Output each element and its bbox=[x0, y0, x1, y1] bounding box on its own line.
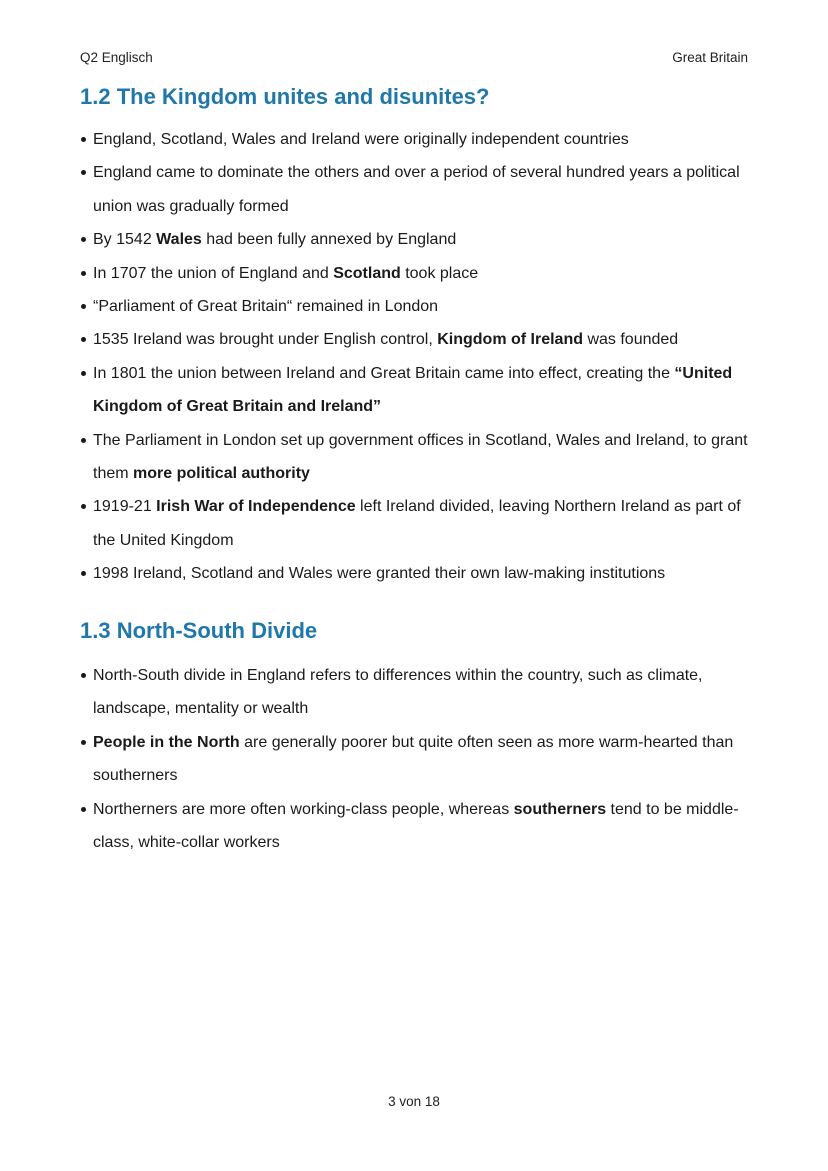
text-run: had been fully annexed by England bbox=[201, 231, 457, 249]
bold-text: Scotland bbox=[333, 264, 401, 282]
text-run: In 1707 the union of England and bbox=[93, 264, 334, 282]
text-run: North-South divide in England refers to differences within the country, such as climate, landscape, mentality or wealth bbox=[93, 667, 703, 718]
bullet-list bbox=[80, 659, 748, 859]
section-north-south-divide bbox=[80, 612, 748, 859]
section-heading: 1.2 The Kingdom unites and disunites? bbox=[80, 84, 490, 109]
page-header bbox=[80, 50, 748, 65]
bullet-item bbox=[80, 156, 748, 223]
text-run: 1535 Ireland was brought under English control, bbox=[93, 331, 438, 349]
bold-text: Irish War of Independence bbox=[156, 498, 356, 516]
bullet-item bbox=[80, 290, 748, 323]
bold-text: southerners bbox=[513, 800, 607, 818]
text-run: 1998 Ireland, Scotland and Wales were granted their own law-making institutions bbox=[93, 565, 666, 583]
bold-text: Kingdom of Ireland bbox=[437, 331, 583, 349]
bullet-item bbox=[80, 557, 748, 590]
text-run: “Parliament of Great Britain“ remained in London bbox=[93, 298, 439, 316]
text-run: Northerners are more often working-class people, whereas bbox=[93, 800, 514, 818]
page-number: 3 von 18 bbox=[388, 1094, 440, 1109]
text-run: left Ireland divided, leaving Northern Ireland as part of the United Kingdom bbox=[93, 498, 741, 549]
text-run: The Parliament in London set up government offices in Scotland, Wales and Ireland, to grant them bbox=[93, 431, 748, 483]
header-topic: Great Britain bbox=[672, 50, 748, 65]
bullet-item bbox=[80, 793, 748, 860]
bullet-item bbox=[80, 223, 748, 256]
bold-text: “United Kingdom of Great Britain and Ireland” bbox=[93, 364, 733, 416]
bold-text: People in the North bbox=[93, 733, 240, 751]
bullet-item bbox=[80, 357, 748, 424]
bullet-item bbox=[80, 257, 748, 290]
bullet-item bbox=[80, 490, 748, 557]
bullet-item bbox=[80, 424, 748, 491]
bullet-list bbox=[80, 123, 748, 591]
text-run: By 1542 bbox=[93, 231, 157, 249]
text-run: England came to dominate the others and over a period of several hundred years a political union was gradually formed bbox=[93, 164, 740, 215]
section-heading: 1.3 North-South Divide bbox=[80, 618, 318, 643]
text-run: took place bbox=[400, 264, 479, 282]
text-run: In 1801 the union between Ireland and Great Britain came into effect, creating the bbox=[93, 364, 675, 382]
bullet-item bbox=[80, 659, 748, 726]
section-kingdom-unites bbox=[80, 78, 748, 591]
header-subject: Q2 Englisch bbox=[80, 50, 153, 65]
bullet-item bbox=[80, 123, 748, 156]
bullet-item bbox=[80, 323, 748, 356]
text-run: 1919-21 bbox=[93, 498, 157, 516]
bold-text: more political authority bbox=[133, 465, 310, 483]
bold-text: Wales bbox=[156, 231, 202, 249]
text-run: England, Scotland, Wales and Ireland were originally independent countries bbox=[93, 131, 629, 148]
bullet-item bbox=[80, 726, 748, 793]
text-run: was founded bbox=[583, 331, 679, 349]
page-footer bbox=[0, 1094, 828, 1109]
text-run: tend to be middle-class, white-collar workers bbox=[93, 800, 739, 852]
text-run: are generally poorer but quite often seen as more warm-hearted than southerners bbox=[93, 733, 734, 785]
